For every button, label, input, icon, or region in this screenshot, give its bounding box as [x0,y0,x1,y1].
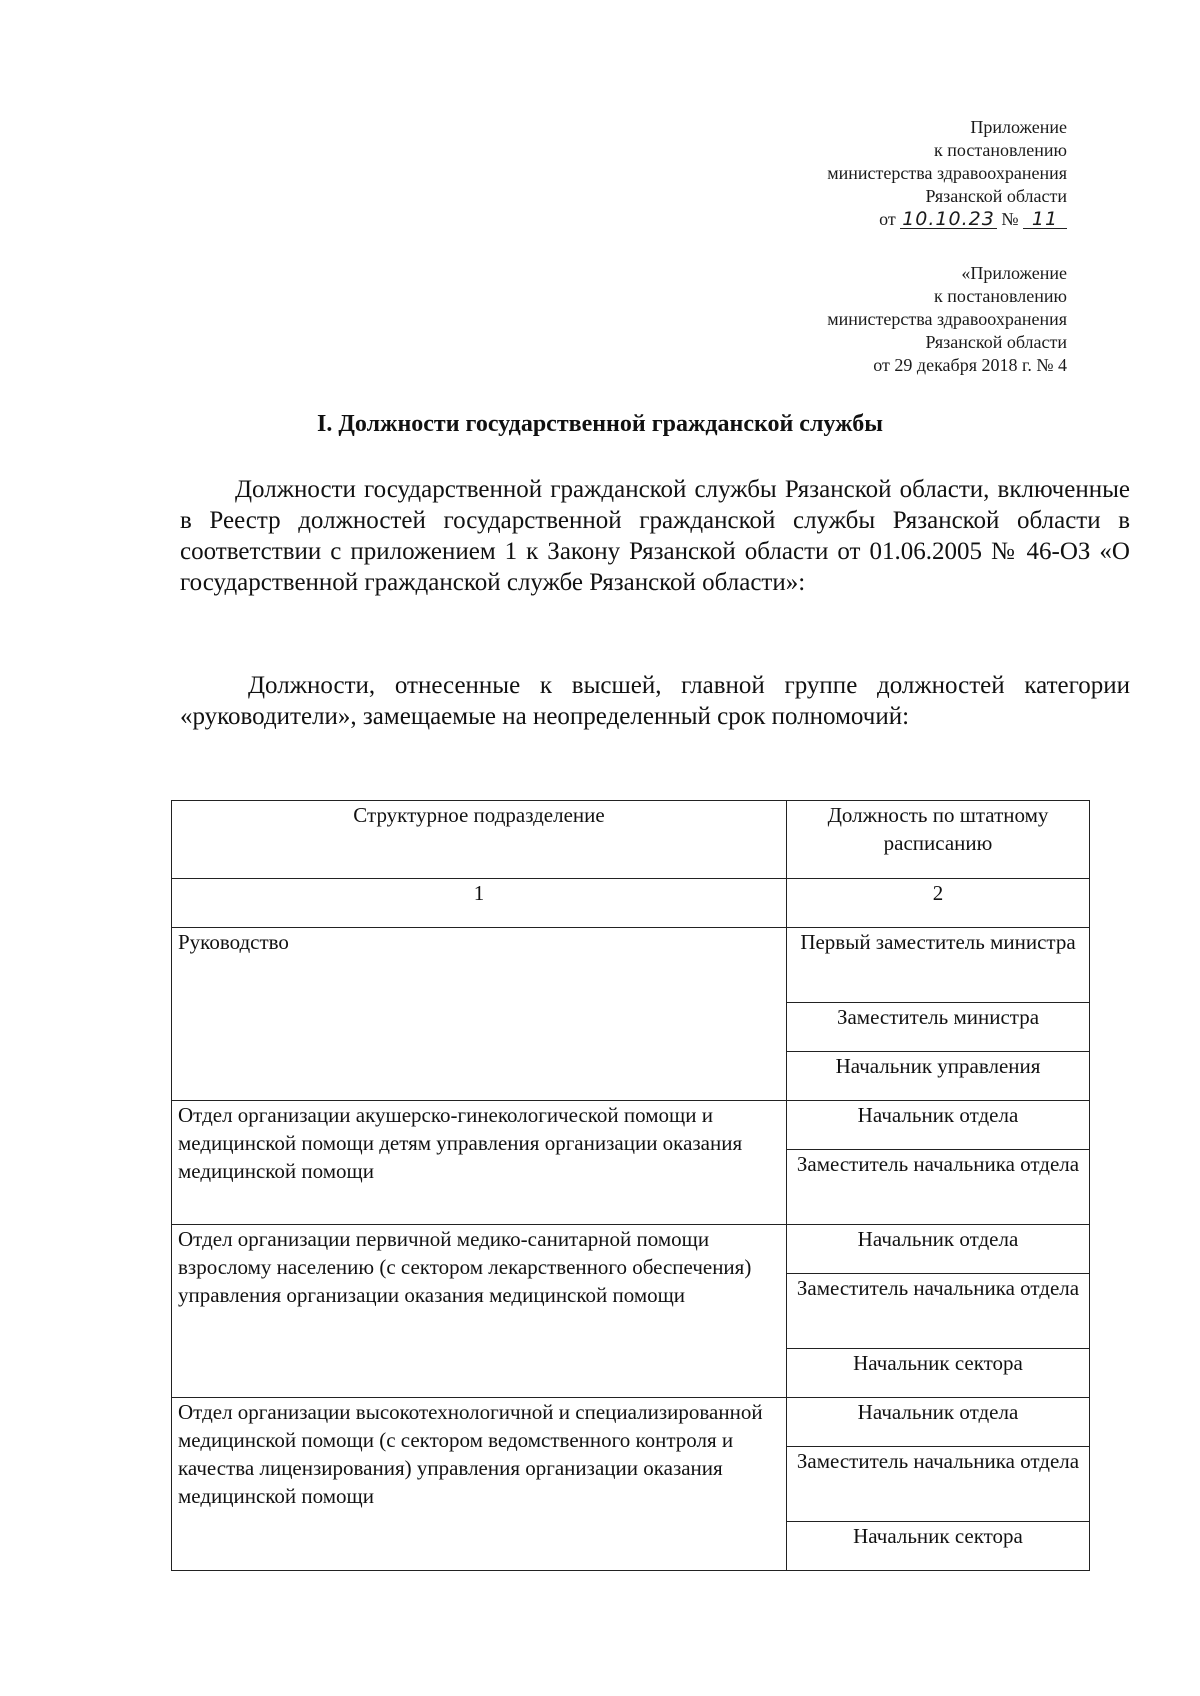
position-cell: Начальник отдела [787,1101,1090,1150]
table-header-row [172,801,1090,879]
position-cell: Заместитель начальника отдела [787,1150,1090,1225]
position-cell: Начальник отдела [787,1398,1090,1447]
handwritten-number: 11 [1023,210,1067,229]
approval-stamp-current [647,116,1067,231]
stamp-number-sign: № [1001,209,1019,229]
table-number-row [172,879,1090,928]
structural-unit-cell: Руководство [172,928,787,1101]
col-header-unit: Структурное подразделение [172,801,787,879]
position-cell: Начальник сектора [787,1349,1090,1398]
col-number-2: 2 [787,879,1090,928]
group-paragraph-text: Должности, отнесенные к высшей, главной группе должностей категории «руководители», замещаемые на неопределенный срок полномочий: [180,672,1130,730]
position-cell: Первый заместитель министра [787,928,1090,1003]
stamp-original-ministry: министерства здравоохранения [827,309,1067,329]
stamp-line-appendix: Приложение [970,117,1067,137]
stamp-from-label: от [879,209,896,229]
structural-unit-cell: Отдел организации высокотехнологичной и специализированной медицинской помощи (с сектором ведомственного контроля и качества лицензирования) управления организации оказания медицинской помощи [172,1398,787,1571]
col-header-position: Должность по штатному расписанию [787,801,1090,879]
stamp-line-region: Рязанской области [925,186,1067,206]
group-paragraph [180,670,1130,732]
position-cell: Заместитель начальника отдела [787,1447,1090,1522]
structural-unit-cell: Отдел организации первичной медико-санитарной помощи взрослому населению (с сектором лекарственного обеспечения) управления организации оказания медицинской помощи [172,1225,787,1398]
position-cell: Заместитель начальника отдела [787,1274,1090,1349]
approval-stamp-original [647,262,1067,377]
stamp-line-ministry: министерства здравоохранения [827,163,1067,183]
table-row [172,1398,1090,1447]
structural-unit-cell: Отдел организации акушерско-гинекологической помощи и медицинской помощи детям управления организации оказания медицинской помощи [172,1101,787,1225]
stamp-original-date: от 29 декабря 2018 г. № 4 [873,355,1067,375]
table-row [172,1225,1090,1274]
stamp-date-number-line [879,208,1067,231]
intro-paragraph-text: Должности государственной гражданской службы Рязанской области, включенные в Реестр должностей государственной гражданской службы Рязанской области в соответствии с приложением 1 к Закону Рязанской области от 01.06.2005 № 46-ОЗ «О государственной гражданской службе Рязанской области»: [180,476,1130,596]
table-row [172,1101,1090,1150]
position-cell: Начальник управления [787,1052,1090,1101]
stamp-original-region: Рязанской области [925,332,1067,352]
intro-paragraph [180,474,1130,598]
position-cell: Начальник сектора [787,1522,1090,1571]
handwritten-date: 10.10.23 [902,208,995,230]
col-number-1: 1 [172,879,787,928]
position-cell: Начальник отдела [787,1225,1090,1274]
table-row [172,928,1090,1003]
stamp-original-to-resolution: к постановлению [934,286,1067,306]
stamp-original-appendix: «Приложение [961,263,1067,283]
stamp-line-to-resolution: к постановлению [934,140,1067,160]
positions-table [171,800,1090,1571]
position-cell: Заместитель министра [787,1003,1090,1052]
section-heading: I. Должности государственной гражданской службы [317,411,883,437]
